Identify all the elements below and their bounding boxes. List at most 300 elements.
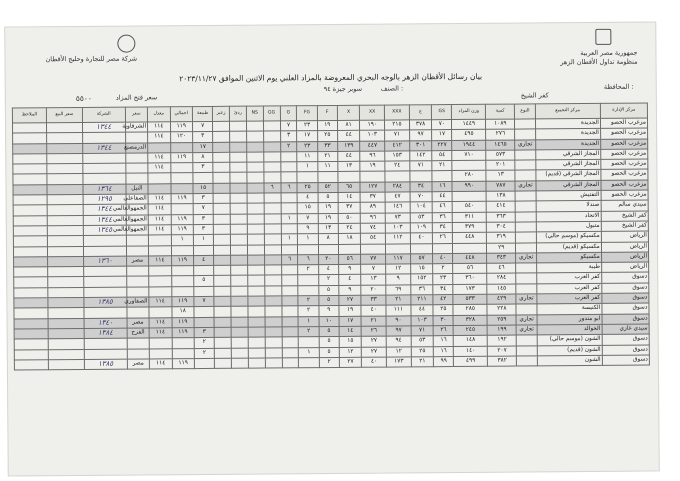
table-cell	[47, 133, 83, 144]
table-cell: ١٧٣	[386, 357, 411, 367]
table-cell: ٥٤	[361, 233, 386, 243]
table-cell: ٢٥٩	[487, 315, 516, 326]
table-cell: ٣١١	[453, 212, 487, 223]
table-cell	[193, 173, 213, 183]
table-cell: ٢٧	[339, 295, 362, 305]
table-cell: الجديدة	[535, 118, 600, 129]
table-cell: ٥٤	[432, 150, 452, 160]
table-cell	[13, 154, 47, 165]
table-cell	[127, 338, 150, 348]
table-cell	[248, 296, 265, 306]
table-cell: ١٧	[339, 316, 362, 326]
table-cell: مكسيكو (قديم)	[536, 242, 601, 253]
table-cell: تجاري	[516, 294, 536, 304]
table-cell: ١١٩	[171, 255, 194, 265]
table-cell	[13, 246, 47, 257]
table-cell: كفر العرب	[536, 273, 601, 284]
col-header: FG	[297, 106, 317, 121]
table-cell: ١٩	[360, 161, 385, 171]
table-cell	[171, 245, 194, 255]
table-cell: ١٩٢	[487, 335, 516, 346]
table-cell: ٧١	[410, 161, 433, 171]
table-cell: ١١٢	[385, 233, 410, 243]
table-cell	[83, 246, 126, 257]
table-cell	[214, 255, 231, 265]
table-cell: ٥	[318, 193, 338, 203]
table-cell	[48, 318, 84, 329]
table-cell: ١٧	[193, 142, 213, 152]
table-cell	[248, 317, 265, 327]
table-cell: دسوق	[602, 303, 649, 314]
table-cell	[264, 224, 281, 234]
table-cell: ١٤٦٥	[486, 140, 515, 151]
table-cell	[126, 235, 149, 245]
table-cell: ٢٧٦	[486, 129, 515, 140]
table-cell	[213, 193, 230, 203]
table-cell	[126, 266, 149, 276]
table-cell: ١	[193, 235, 213, 245]
col-header: GG	[263, 106, 280, 121]
table-cell: الشون (قديم)	[537, 345, 602, 356]
table-cell: ١١٩	[171, 225, 194, 235]
table-cell: ٨	[318, 234, 338, 244]
table-cell	[282, 337, 299, 347]
table-cell	[516, 222, 536, 232]
table-cell	[231, 296, 248, 306]
table-cell	[48, 256, 84, 267]
table-cell	[281, 224, 298, 234]
table-cell: ١٣٤٤	[83, 215, 126, 226]
table-cell	[263, 121, 280, 131]
table-cell: ١١٤	[149, 256, 172, 266]
table-cell: ٢٤	[338, 223, 361, 233]
table-cell	[516, 263, 536, 273]
table-cell	[263, 131, 280, 141]
table-cell: ١	[281, 234, 298, 244]
table-cell	[231, 358, 248, 368]
table-cell: ٣٠٤	[486, 222, 515, 233]
table-cell: الجديدة	[535, 139, 600, 150]
table-cell	[214, 296, 231, 306]
table-cell: كفر العرب	[536, 283, 601, 294]
table-cell	[453, 243, 487, 254]
table-cell: ٣٠	[433, 315, 453, 325]
table-cell	[282, 358, 299, 368]
table-cell: ٥	[319, 347, 339, 357]
table-cell: ٨٩	[360, 202, 385, 212]
table-cell	[214, 307, 231, 317]
table-cell	[47, 215, 83, 226]
table-cell: ٣٧٨	[409, 120, 432, 130]
table-cell	[248, 306, 265, 316]
table-cell	[14, 339, 48, 350]
table-cell: ٣٤	[410, 181, 433, 191]
table-cell	[264, 234, 281, 244]
table-cell	[127, 307, 150, 317]
company-line: شركة مصر للتجارة وحليج الأقطان	[45, 54, 138, 64]
table-cell	[193, 245, 213, 255]
table-cell: ٧	[280, 121, 297, 131]
table-cell: ٢٨٥	[453, 305, 487, 316]
table-cell	[248, 327, 265, 337]
table-cell	[516, 304, 536, 314]
table-cell	[248, 286, 265, 296]
table-cell: ٢٨٤	[487, 274, 516, 285]
table-cell: ١٩	[318, 213, 338, 223]
table-cell: ٥٦	[338, 254, 361, 264]
table-cell	[149, 266, 172, 276]
table-cell	[171, 276, 194, 286]
table-cell	[517, 345, 537, 355]
table-cell: ٤٤٧	[360, 141, 385, 151]
table-cell: مزغرب الحصو	[601, 180, 648, 191]
table-cell: ١١١	[386, 305, 411, 315]
table-cell: كفر الشيخ	[601, 211, 648, 222]
table-cell	[172, 348, 195, 358]
table-cell: ١١٤	[149, 328, 172, 338]
table-cell	[247, 162, 264, 172]
table-cell	[281, 193, 298, 203]
table-cell: الصفاعلى	[126, 194, 149, 204]
table-cell: ٩٩	[434, 356, 454, 366]
table-cell	[84, 349, 127, 360]
table-cell	[149, 276, 172, 286]
col-header: كمية	[486, 104, 515, 119]
table-cell	[149, 348, 172, 358]
table-cell: ١٢	[386, 346, 411, 356]
table-cell	[432, 171, 452, 181]
table-body	[13, 118, 650, 370]
table-cell	[264, 172, 281, 182]
table-cell	[214, 286, 231, 296]
table-cell	[264, 152, 281, 162]
table-cell	[231, 327, 248, 337]
table-cell	[230, 204, 247, 214]
table-cell: ٥	[318, 285, 338, 295]
table-cell	[47, 164, 83, 175]
table-cell	[125, 132, 148, 142]
col-header: اجمالي	[170, 107, 193, 122]
table-cell: ٢٨٠	[452, 171, 486, 182]
col-header: NS	[246, 106, 263, 121]
table-cell: ١٣٩	[338, 141, 361, 151]
table-cell: ٤٤	[337, 131, 360, 141]
table-cell	[127, 348, 150, 358]
table-cell: ٢١	[317, 151, 337, 161]
table-cell	[265, 296, 282, 306]
col-header: طبيعة	[192, 106, 212, 121]
table-cell	[231, 276, 248, 286]
table-cell	[282, 347, 299, 357]
table-cell	[410, 171, 433, 181]
table-cell: ٣٧	[338, 203, 361, 213]
table-cell	[264, 162, 281, 172]
table-cell	[264, 193, 281, 203]
table-cell: ٦٩	[386, 285, 411, 295]
table-cell: ٣٧٩	[453, 222, 487, 233]
table-cell: الجمهوالعالمي	[126, 225, 149, 235]
table-cell	[298, 244, 318, 254]
table-cell	[126, 287, 149, 297]
table-cell: ٥٧	[410, 254, 433, 264]
table-cell	[338, 244, 361, 254]
table-cell	[213, 183, 230, 193]
table-cell: ٣٣	[361, 295, 386, 305]
table-cell	[515, 191, 535, 201]
table-cell	[248, 348, 265, 358]
table-cell	[231, 286, 248, 296]
table-cell: الاتحاد	[536, 211, 601, 222]
table-cell	[361, 244, 386, 254]
price-value: ٥٥٠٠	[75, 93, 92, 104]
table-cell: ٢٦	[361, 326, 386, 336]
table-cell	[264, 255, 281, 265]
table-cell: ١٦	[433, 336, 453, 346]
col-header: ردئ	[229, 106, 246, 121]
table-cell: ١٤٥	[487, 284, 516, 295]
table-cell: ١٩	[318, 203, 338, 213]
table-cell: ١١٩	[171, 214, 194, 224]
table-cell: ٦	[264, 183, 281, 193]
table-cell	[516, 284, 536, 294]
table-cell	[282, 327, 299, 337]
table-cell: ١١٤	[148, 204, 171, 214]
table-cell	[47, 174, 83, 185]
table-cell	[231, 307, 248, 317]
table-cell	[265, 337, 282, 347]
table-cell	[47, 225, 83, 236]
table-cell: ٢	[280, 141, 297, 151]
table-cell	[213, 121, 230, 131]
table-cell: ٢٦	[433, 233, 453, 243]
col-header: GS	[432, 105, 452, 120]
col-header: وزن المزاد	[452, 104, 486, 119]
table-cell	[149, 338, 172, 348]
table-cell	[282, 306, 299, 316]
table-cell	[281, 172, 298, 182]
table-cell	[230, 214, 247, 224]
table-cell: ٨	[193, 152, 213, 162]
table-cell: ١١٧	[386, 254, 411, 264]
table-cell: ١٦	[434, 346, 454, 356]
table-cell: ١١٩	[170, 152, 193, 162]
table-cell: ١٣٨٤	[84, 328, 127, 339]
page-title: بيان رسائل الأقطان الزهر بالوجه البحري المعروضة بالمزاد العلني يوم الاثنين الموافق ٢٠٢٣/١١/٢٧	[179, 71, 483, 84]
table-cell	[230, 162, 247, 172]
table-cell: ٢٣	[297, 141, 317, 151]
col-header: زعبر	[213, 106, 230, 121]
table-cell: ١٠٣	[411, 315, 434, 325]
table-cell	[47, 246, 83, 257]
table-cell	[214, 245, 231, 255]
table-cell	[213, 132, 230, 142]
table-cell: ٥٣	[411, 336, 434, 346]
table-cell: ٤٢	[433, 295, 453, 305]
table-cell	[13, 164, 47, 175]
table-cell: ٥٧٣	[486, 150, 515, 161]
table-cell	[265, 286, 282, 296]
table-cell: ٤٤	[432, 192, 452, 202]
table-cell: مكسيكو	[536, 252, 601, 263]
table-cell	[410, 243, 433, 253]
table-cell	[230, 142, 247, 152]
table-cell: ١٤٤٩	[452, 119, 486, 130]
table-cell	[515, 160, 535, 170]
table-cell: ٣٦	[411, 284, 434, 294]
table-cell: ٢	[318, 275, 338, 285]
table-cell	[298, 285, 318, 295]
table-cell	[265, 317, 282, 327]
table-cell: ٥٣	[410, 212, 433, 222]
table-cell: ١٢	[339, 347, 362, 357]
table-cell: ٢٠	[361, 285, 386, 295]
table-cell: ١٠٩	[410, 223, 433, 233]
table-cell: ١٥	[410, 264, 433, 274]
table-cell	[13, 133, 47, 144]
price-note: سعر فتح المزاد	[115, 93, 158, 102]
table-cell: ٥٣٣	[453, 294, 487, 305]
table-cell: مزغرب الحصو	[600, 139, 647, 150]
table-cell: ٤	[339, 275, 362, 285]
table-cell	[247, 234, 264, 244]
col-header: سعر البيع	[46, 107, 82, 122]
table-cell	[14, 267, 48, 278]
table-cell: ١٣	[338, 161, 361, 171]
table-cell	[14, 287, 48, 298]
table-cell	[126, 276, 149, 286]
table-cell: الصفاوري	[126, 297, 149, 307]
table-cell: ١٠٤	[410, 202, 433, 212]
table-cell	[214, 224, 231, 234]
table-cell: ٣٣	[317, 141, 337, 151]
table-cell: ٤٤	[338, 151, 361, 161]
table-cell: ١١٩	[172, 328, 195, 338]
table-cell	[282, 316, 299, 326]
table-cell: ١٩	[339, 306, 362, 316]
table-cell: ١	[298, 234, 318, 244]
table-cell: ٤٢٩	[487, 294, 516, 305]
table-cell	[170, 142, 193, 152]
table-cell: ٩٦	[360, 151, 385, 161]
table-cell	[213, 204, 230, 214]
table-cell: ٤	[298, 193, 318, 203]
table-cell: تجاري	[515, 139, 535, 149]
table-cell	[281, 296, 298, 306]
table-cell: ٩٠	[386, 316, 411, 326]
table-cell	[264, 203, 281, 213]
table-cell: ٤١٤	[486, 201, 515, 212]
table-cell	[13, 123, 47, 134]
table-cell	[230, 234, 247, 244]
table-cell: ٢٠١	[486, 160, 515, 171]
table-cell: ١١٩	[171, 297, 194, 307]
table-cell: ١٠٨٩	[486, 119, 515, 130]
table-cell: ٧١٠	[452, 150, 486, 161]
table-cell: ١١٤	[149, 297, 172, 307]
table-cell	[265, 306, 282, 316]
table-cell: ٣٢٨	[454, 315, 488, 326]
table-cell	[265, 358, 282, 368]
table-cell	[148, 142, 171, 152]
table-cell: ٢	[319, 357, 339, 367]
table-cell: ١٢	[386, 264, 411, 274]
table-cell	[516, 201, 536, 211]
right-logo-icon	[595, 29, 611, 45]
table-cell	[194, 358, 214, 368]
col-header: XXX	[384, 105, 409, 120]
table-cell: الكنيسة	[537, 304, 602, 315]
col-header: الملاحظ	[12, 108, 46, 123]
table-cell	[171, 286, 194, 296]
table-cell	[318, 172, 338, 182]
table-cell: ١١٩	[172, 358, 195, 368]
table-cell: طيبة	[536, 263, 601, 274]
table-cell: ٩٤	[386, 336, 411, 346]
table-cell: ١١	[317, 162, 337, 172]
table-cell	[48, 328, 84, 339]
table-cell	[215, 348, 232, 358]
table-cell	[214, 276, 231, 286]
table-cell: ٩٦	[361, 213, 386, 223]
table-cell	[148, 184, 171, 194]
table-cell: ٧	[193, 204, 213, 214]
table-cell: ٢١	[411, 357, 434, 367]
table-cell: ٥٦	[453, 263, 487, 274]
table-cell	[248, 265, 265, 275]
table-cell	[213, 152, 230, 162]
table-cell	[14, 360, 48, 371]
table-cell	[84, 277, 127, 288]
table-cell: دسوق	[602, 283, 649, 294]
table-cell: ١	[299, 347, 319, 357]
table-cell	[149, 245, 172, 255]
table-cell: مزغرب الحصو	[601, 190, 648, 201]
table-cell	[13, 143, 47, 154]
table-cell: ٢٤	[385, 161, 410, 171]
table-cell: ابو مندور	[537, 314, 602, 325]
table-cell	[171, 204, 194, 214]
col-header: معدل	[147, 107, 170, 122]
table-cell: ٦	[281, 183, 298, 193]
table-cell	[48, 308, 84, 319]
table-cell: ٩٧	[386, 326, 411, 336]
table-cell	[83, 153, 126, 164]
table-cell: ٣	[193, 224, 213, 234]
table-cell	[214, 235, 231, 245]
table-cell	[194, 317, 214, 327]
table-cell: ١٤	[339, 326, 362, 336]
table-cell: ٧٠	[432, 120, 452, 130]
table-cell: ٤٤٨	[453, 253, 487, 264]
table-cell: الفرح	[127, 328, 150, 338]
table-cell: ١٩٤٤	[452, 140, 486, 151]
table-cell	[230, 131, 247, 141]
table-cell: ١٣٦٠	[83, 256, 126, 267]
table-cell: ١٣٤٥	[83, 225, 126, 236]
table-cell: ١١٤	[149, 359, 172, 369]
table-cell: ٧٧	[361, 254, 386, 264]
table-cell: ٨١	[337, 120, 360, 130]
table-cell	[126, 173, 149, 183]
table-cell: ٢٢٧	[432, 140, 452, 150]
table-cell	[515, 129, 535, 139]
table-cell	[213, 142, 230, 152]
table-cell	[14, 298, 48, 309]
table-cell: ١٣٤٠	[84, 318, 127, 329]
table-cell	[231, 317, 248, 327]
table-cell	[14, 308, 48, 319]
table-cell	[281, 286, 298, 296]
